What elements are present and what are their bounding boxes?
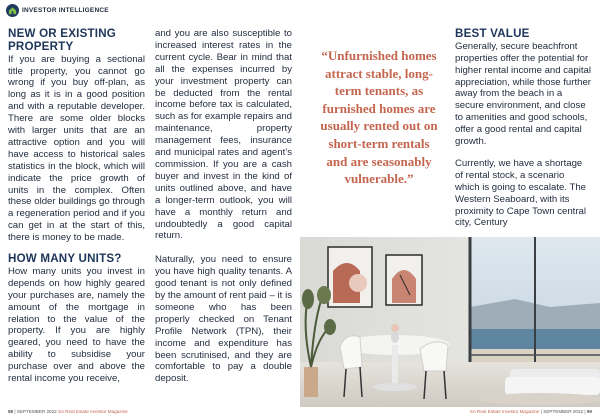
heading-best-value: BEST VALUE [455,27,530,40]
paragraph-expenses: and you are also susceptible to increased interest rates in the current cycle. Bear in mind that all the expenses incurred by your investment property can be deducted from the rental income before tax is calculated, such as for example repairs and maintenance, property management fees, insurance and municipal rates and agent’s commission. If you are a cash buyer and invest in the kind of units outlined above, and have a longer-term outlook, you will have a monthly return and undoubtedly a good capital return. [155,28,292,242]
house-leaf-logo-icon [6,4,19,17]
footer-right: SA Real Estate Investor Magazine | SEPTEMBER 2022 | 99 [469,409,592,414]
heading-new-or-existing: NEW OR EXISTING PROPERTY [8,27,116,53]
paragraph-new-or-existing: If you are buying a sectional title property, you cannot go wrong if you buy off-plan, as long as it is in a good position and with a reputable developer. There are some older blocks with larger units that are an attractive option and you will have access to historical sales statistics in the block, which will indicate the price growth of units in the complex. Often these older buildings go through a regeneration period and if you can get in at the start of this, there is money to be made. [8,53,145,244]
paragraph-tenants: Naturally, you need to ensure you have high quality tenants. A good tenant is not only defined by the amount of rent paid – it is someone who has been properly checked on Tenant Profile Network (TPN), their income and expenditure has been scrutinised, and they are comfortable to pay a double deposit. [155,254,292,385]
footer-magazine-left: SA Real Estate Investor Magazine [58,409,128,414]
column-1 [8,28,145,385]
column-4 [455,28,591,229]
footer-date-left: SEPTEMBER 2022 [16,409,57,414]
brand-header [6,4,109,17]
pull-quote: “Unfurnished homes attract stable, long-term tenants, as furnished homes are usually rented out on short-term rentals and are seasonably vulnerable.” [320,48,438,187]
footer-left: 98 | SEPTEMBER 2022 SA Real Estate Investor Magazine [8,409,128,414]
footer-magazine-right: SA Real Estate Investor Magazine [469,409,540,414]
footer-date-right: SEPTEMBER 2022 [543,409,584,414]
page-number-left: 98 [8,409,14,414]
column-2 [155,28,292,385]
paragraph-rental-stock: Currently, we have a shortage of rental stock, a scenario which is going to escalate. The Western Seaboard, with its proximity to Cape Town central city, Century [455,157,587,229]
interior-photo [300,237,600,407]
heading-how-many-units: HOW MANY UNITS? [8,252,122,266]
paragraph-best-value: Generally, secure beachfront properties offer the potential for higher rental income and capital appreciation, while those further away from the beach in a secure environment, and close to amenities and good schools, offer a good rental and capital growth. [455,40,591,148]
page-number-right: 99 [586,409,592,414]
brand-name: INVESTOR INTELLIGENCE [22,7,109,14]
paragraph-how-many-units: How many units you invest in depends on how highly geared your purchases are, namely the amount of the mortgage in relation to the value of the property. If you are highly geared, you need to have the ability to subsidise your purchase over and above the rental income you receive, [8,265,145,385]
